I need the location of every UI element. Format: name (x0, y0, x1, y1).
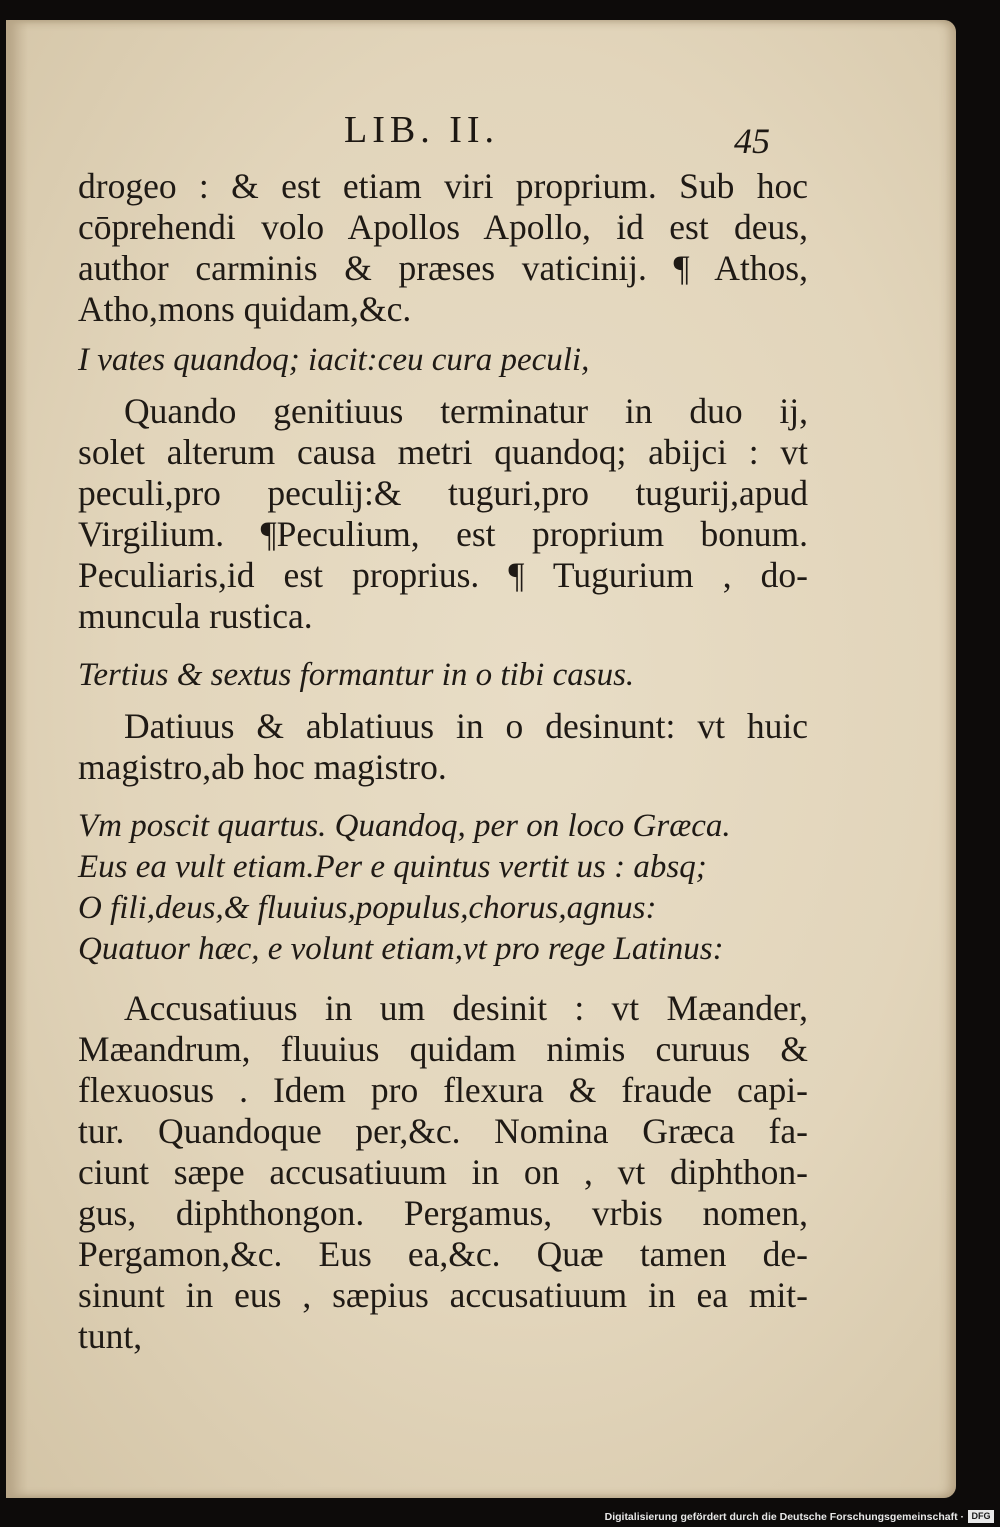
text-line: Accusatiuus in um desinit : vt Mæander, (124, 988, 808, 1028)
verse-line: Eus ea vult etiam.Per e quintus vertit us : absq; (78, 849, 707, 885)
funding-credit: Digitalisierung gefördert durch die Deutsche Forschungsgemeinschaft · (604, 1511, 964, 1523)
text-line: sinunt in eus , sæpius accusatiuum in ea mit- (78, 1275, 808, 1315)
running-head: LIB. II. (344, 109, 500, 151)
text-line: Quando genitiuus terminatur in duo ij, (124, 391, 808, 431)
page-gutter-shadow (6, 20, 28, 1498)
verse-1 (78, 340, 808, 381)
book-page (6, 20, 956, 1498)
text-line: flexuosus . Idem pro flexura & fraude capi- (78, 1070, 808, 1110)
text-line: gus, diphthongon. Pergamus, vrbis nomen, (78, 1193, 808, 1233)
text-line: Mæandrum, fluuius quidam nimis curuus & (78, 1029, 808, 1069)
text-line: Virgilium. ¶Peculium, est proprium bonum. (78, 514, 808, 554)
verse-line: Tertius & sextus formantur in o tibi casus. (78, 657, 635, 693)
verse-line: O fili,deus,& fluuius,populus,chorus,agnus: (78, 890, 657, 926)
text-line: Datiuus & ablatiuus in o desinunt: vt huic (124, 706, 808, 746)
paragraph-3 (78, 706, 808, 788)
text-line: muncula rustica. (78, 596, 313, 636)
catchword: tunt, (78, 1316, 143, 1356)
text-line: Atho,mons quidam,&c. (78, 289, 412, 329)
page-header (6, 108, 956, 168)
paragraph-2 (78, 391, 808, 637)
main-text (78, 166, 808, 1357)
verse-line: Quatuor hæc, e volunt etiam,vt pro rege Latinus: (78, 931, 724, 967)
text-line: author carminis & præses vaticinij. ¶ Athos, (78, 248, 808, 288)
text-line: magistro,ab hoc magistro. (78, 747, 447, 787)
text-line: ciunt sæpe accusatiuum in on , vt diphthon- (78, 1152, 808, 1192)
verse-2 (78, 655, 808, 696)
page-number: 45 (734, 121, 770, 161)
text-line: tur. Quandoque per,&c. Nomina Græca fa- (78, 1111, 808, 1151)
text-line: Peculiaris,id est proprius. ¶ Tugurium , do- (78, 555, 808, 595)
text-line: peculi,pro peculij:& tuguri,pro tugurij,apud (78, 473, 808, 513)
text-line: drogeo : & est etiam viri proprium. Sub hoc (78, 166, 808, 206)
digitization-footer (0, 1508, 1000, 1527)
text-line: solet alterum causa metri quandoq; abijci : vt (78, 432, 808, 472)
paragraph-1 (78, 166, 808, 330)
dfg-logo-icon: DFG (968, 1510, 994, 1523)
text-line: Pergamon,&c. Eus ea,&c. Quæ tamen de- (78, 1234, 808, 1274)
verse-line: I vates quandoq; iacit:ceu cura peculi, (78, 342, 590, 378)
verse-3 (78, 806, 808, 970)
verse-line: Vm poscit quartus. Quandoq, per on loco Græca. (78, 808, 731, 844)
text-line: cōprehendi volo Apollos Apollo, id est deus, (78, 207, 808, 247)
paragraph-4 (78, 988, 808, 1357)
